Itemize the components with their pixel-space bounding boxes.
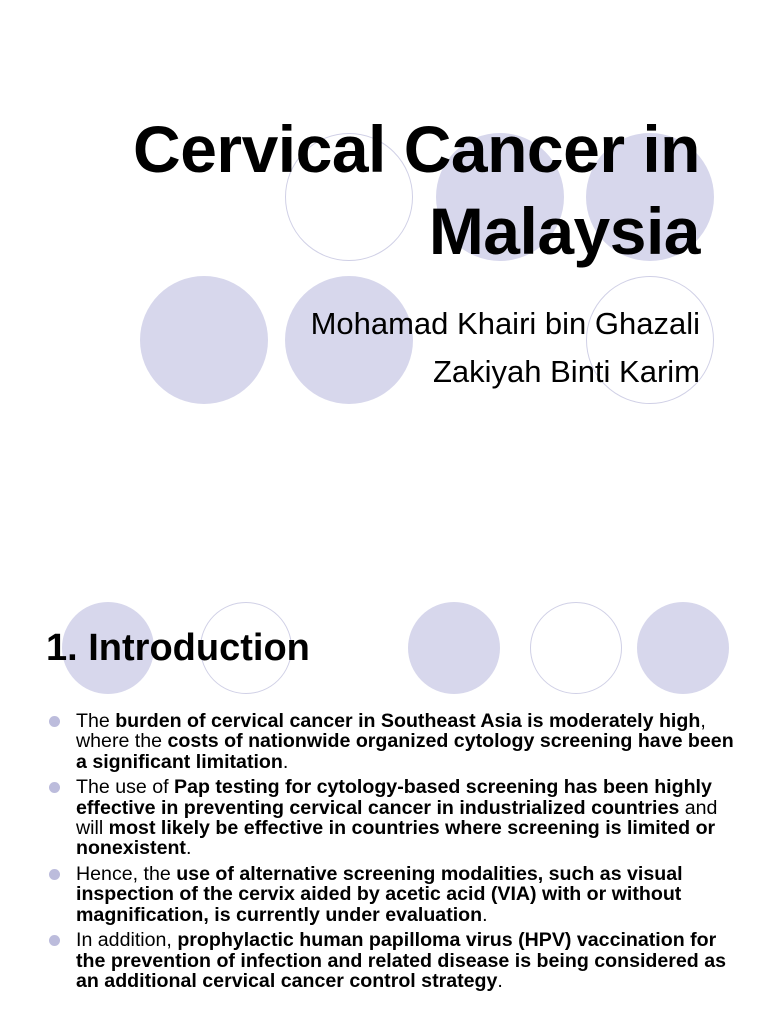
bullet-icon xyxy=(49,935,60,946)
bullet-item xyxy=(46,930,746,991)
decor-circle xyxy=(530,602,622,694)
bullet-text: . xyxy=(185,837,192,860)
bullet-text-bold: Pap testing for cytology-based screening has been highly effective in preventing cervical cancer in industrialized countries xyxy=(76,776,712,819)
bullet-text-bold: costs of nationwide organized cytology screening have been a significant limitation xyxy=(76,730,734,773)
bullet-text-bold: prophylactic human papilloma virus (HPV) vaccination for the prevention of infection and related disease is being considered as an additional cervical cancer control strategy xyxy=(76,929,727,993)
decor-circle xyxy=(637,602,729,694)
bullet-text: In addition, xyxy=(76,929,178,952)
bullet-icon xyxy=(49,869,60,880)
bullet-text-bold: burden of cervical cancer in Southeast Asia is moderately high xyxy=(115,710,701,732)
bullet-icon xyxy=(49,782,60,793)
author-name: Zakiyah Binti Karim xyxy=(432,354,700,389)
bullet-text-bold: most likely be effective in countries where screening is limited or nonexistent xyxy=(76,816,716,860)
slide-title xyxy=(60,108,700,272)
bullet-icon xyxy=(49,716,60,727)
bullet-item xyxy=(46,711,746,772)
bullet-text: The use of xyxy=(76,776,175,799)
title-line: Malaysia xyxy=(428,194,700,268)
section-heading: 1. Introduction xyxy=(46,627,310,669)
author-name: Mohamad Khairi bin Ghazali xyxy=(310,306,700,341)
bullet-item xyxy=(46,777,746,858)
bullet-text: . xyxy=(482,903,488,926)
bullet-text: . xyxy=(282,750,289,773)
bullet-list xyxy=(46,711,746,997)
decor-circle xyxy=(408,602,500,694)
bullet-text: and will xyxy=(76,796,718,839)
bullet-text: . xyxy=(497,970,503,993)
authors xyxy=(100,300,700,396)
bullet-text: The xyxy=(76,710,116,732)
bullet-text-bold: use of alternative screening modalities, such as visual inspection of the cervix aided by acetic acid (VIA) with or without magnification, is currently under evaluation xyxy=(76,863,683,926)
bullet-text: , where the xyxy=(76,710,706,753)
bullet-item xyxy=(46,864,746,925)
bullet-text: Hence, the xyxy=(76,863,177,886)
introduction-slide xyxy=(0,512,768,1024)
title-line: Cervical Cancer in xyxy=(133,112,700,186)
